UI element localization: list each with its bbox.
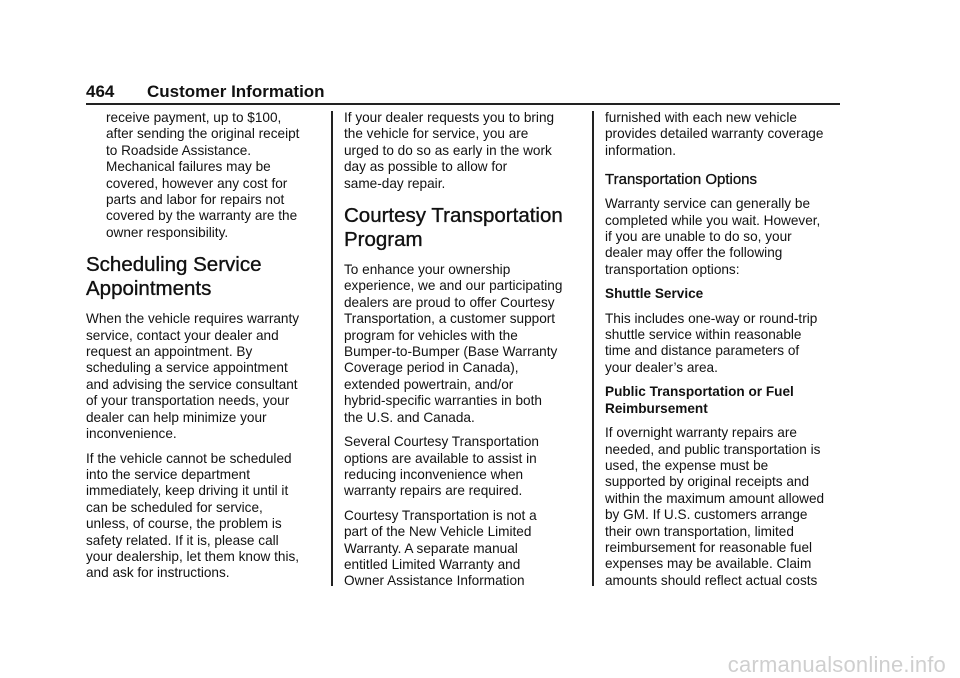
text-line: If the vehicle cannot be scheduled bbox=[86, 450, 292, 466]
subheading-shuttle-service: Shuttle Service bbox=[605, 286, 704, 302]
text-line: Bumper-to-Bumper (Base Warranty bbox=[344, 344, 558, 360]
text-line: request an appointment. By bbox=[86, 344, 253, 360]
text-line: Coverage period in Canada), bbox=[344, 360, 519, 376]
text-line: time and distance parameters of bbox=[605, 343, 800, 359]
text-line: to Roadside Assistance. bbox=[106, 142, 252, 158]
text-line: inconvenience. bbox=[86, 426, 177, 442]
text-line: Scheduling Service bbox=[86, 253, 262, 277]
text-line: needed, and public transportation is bbox=[605, 441, 821, 457]
text-line: If your dealer requests you to bring bbox=[344, 110, 555, 125]
text-line: your dealership, let them know this, bbox=[86, 548, 300, 564]
paragraph-warranty-service-wait bbox=[605, 196, 841, 278]
text-line: unless, of course, the problem is bbox=[86, 516, 282, 532]
text-line: program for vehicles with the bbox=[344, 327, 518, 343]
text-line: owner responsibility. bbox=[106, 224, 229, 240]
text-line: your dealer’s area. bbox=[605, 359, 718, 375]
text-line: If overnight warranty repairs are bbox=[605, 425, 797, 441]
text-line: This includes one-way or round-trip bbox=[605, 310, 818, 326]
paragraph-dealer-requests bbox=[344, 110, 580, 192]
heading-courtesy-transportation bbox=[344, 204, 580, 252]
text-line: Warranty. A separate manual bbox=[344, 540, 518, 556]
text-line: same-day repair. bbox=[344, 175, 446, 191]
text-line: reimbursement for reasonable fuel bbox=[605, 539, 813, 555]
text-line: Transportation, a customer support bbox=[344, 311, 556, 327]
watermark: carmanualsonline.info bbox=[727, 652, 946, 677]
text-line: service, contact your dealer and bbox=[86, 327, 279, 343]
text-line: completed while you wait. However, bbox=[605, 212, 821, 228]
paragraph-furnished bbox=[605, 110, 841, 159]
text-line: parts and labor for repairs not bbox=[106, 192, 285, 208]
text-line: part of the New Vehicle Limited bbox=[344, 524, 532, 540]
text-line: To enhance your ownership bbox=[344, 262, 511, 278]
text-line: experience, we and our participating bbox=[344, 278, 563, 294]
page-header bbox=[86, 82, 840, 104]
paragraph-cannot-schedule bbox=[86, 451, 314, 582]
text-line: Reimbursement bbox=[605, 400, 708, 416]
text-line: extended powertrain, and/or bbox=[344, 376, 514, 392]
text-line: scheduling a service appointment bbox=[86, 360, 288, 376]
text-line: Warranty service can generally be bbox=[605, 196, 811, 212]
column-divider-1 bbox=[331, 111, 333, 586]
text-line: dealer can help minimize your bbox=[86, 409, 267, 425]
text-line: When the vehicle requires warranty bbox=[86, 311, 300, 327]
column-divider-2 bbox=[592, 111, 594, 586]
paragraph-not-part-of-warranty bbox=[344, 508, 580, 590]
subheading-public-transportation bbox=[605, 384, 841, 417]
paragraph-overnight-repairs bbox=[605, 425, 841, 589]
text-line: by GM. If U.S. customers arrange bbox=[605, 507, 808, 523]
text-line: shuttle service within reasonable bbox=[605, 327, 802, 343]
text-line: Public Transportation or Fuel bbox=[605, 384, 794, 400]
page-number: 464 bbox=[86, 82, 115, 101]
text-line: Owner Assistance Information bbox=[344, 573, 525, 589]
text-line: reducing inconvenience when bbox=[344, 466, 524, 482]
text-line: day as possible to allow for bbox=[344, 159, 508, 175]
text-line: Several Courtesy Transportation bbox=[344, 434, 539, 450]
text-line: the U.S. and Canada. bbox=[344, 409, 475, 425]
text-line: after sending the original receipt bbox=[106, 126, 300, 142]
heading-transportation-options: Transportation Options bbox=[605, 171, 758, 189]
text-line: covered, however any cost for bbox=[106, 175, 288, 191]
text-line: Appointments bbox=[86, 277, 212, 301]
text-line: safety related. If it is, please call bbox=[86, 532, 279, 548]
column-1 bbox=[86, 110, 314, 590]
header-rule bbox=[86, 103, 840, 105]
text-line: if you are unable to do so, your bbox=[605, 229, 792, 245]
text-line: entitled Limited Warranty and bbox=[344, 556, 521, 572]
text-line: receive payment, up to $100, bbox=[106, 110, 282, 125]
text-line: hybrid-specific warranties in both bbox=[344, 393, 542, 409]
text-line: can be scheduled for service, bbox=[86, 499, 263, 515]
column-3 bbox=[605, 110, 841, 597]
column-2 bbox=[344, 110, 580, 598]
text-line: used, the expense must be bbox=[605, 457, 769, 473]
text-line: information. bbox=[605, 142, 677, 158]
text-line: of your transportation needs, your bbox=[86, 393, 290, 409]
text-line: options are available to assist in bbox=[344, 450, 537, 466]
section-title: Customer Information bbox=[147, 82, 325, 101]
text-line: and advising the service consultant bbox=[86, 376, 298, 392]
text-line: covered by the warranty are the bbox=[106, 208, 298, 224]
text-line: Mechanical failures may be bbox=[106, 159, 271, 175]
text-line: expenses may be available. Claim bbox=[605, 556, 812, 572]
text-line: supported by original receipts and bbox=[605, 474, 810, 490]
paragraph-several-options bbox=[344, 434, 580, 500]
text-line: within the maximum amount allowed bbox=[605, 490, 825, 506]
paragraph-warranty-service bbox=[86, 311, 314, 442]
text-line: immediately, keep driving it until it bbox=[86, 483, 289, 499]
text-line: transportation options: bbox=[605, 261, 740, 277]
text-line: dealer may offer the following bbox=[605, 245, 783, 261]
text-line: Courtesy Transportation is not a bbox=[344, 507, 537, 523]
text-line: provides detailed warranty coverage bbox=[605, 126, 824, 142]
text-line: the vehicle for service, you are bbox=[344, 126, 529, 142]
text-line: Courtesy Transportation bbox=[344, 204, 563, 228]
text-line: amounts should reflect actual costs bbox=[605, 572, 818, 588]
text-line: warranty repairs are required. bbox=[344, 483, 523, 499]
text-line: urged to do so as early in the work bbox=[344, 142, 552, 158]
text-line: furnished with each new vehicle bbox=[605, 110, 797, 125]
paragraph-enhance-ownership bbox=[344, 262, 580, 426]
text-line: and ask for instructions. bbox=[86, 565, 230, 581]
intro-paragraph bbox=[86, 110, 314, 241]
text-line: their own transportation, limited bbox=[605, 523, 794, 539]
heading-scheduling-service bbox=[86, 253, 314, 301]
text-line: dealers are proud to offer Courtesy bbox=[344, 294, 555, 310]
paragraph-shuttle bbox=[605, 311, 841, 377]
text-line: Program bbox=[344, 228, 423, 252]
text-line: into the service department bbox=[86, 466, 250, 482]
